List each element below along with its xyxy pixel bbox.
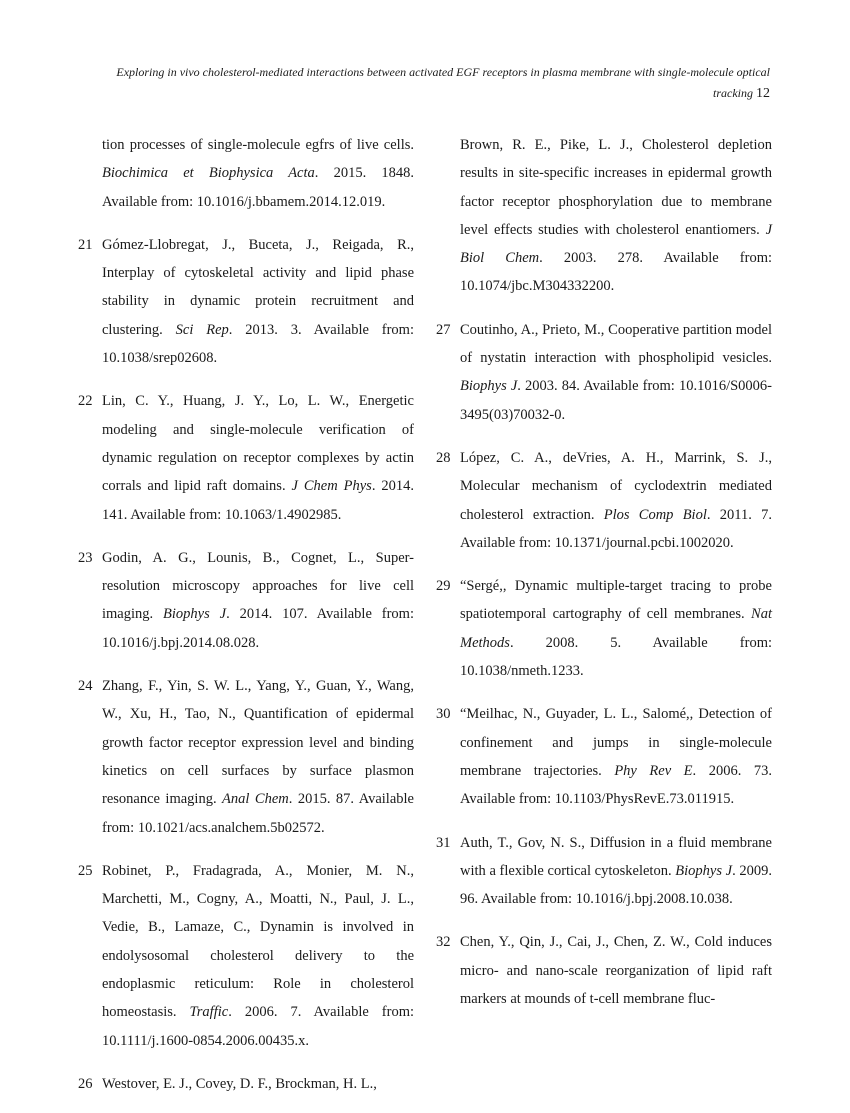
left-column	[78, 131, 414, 1113]
journal-name: Biochimica et Biophysica Acta	[102, 165, 315, 182]
journal-name: Biophys J	[460, 378, 518, 395]
reference-26: 26 Westover, E. J., Covey, D. F., Brockman, H. L.,	[78, 1070, 414, 1098]
running-header-title-cont: tracking 12	[713, 86, 770, 101]
journal-name: Sci Rep	[175, 321, 229, 338]
reference-31: 31 Auth, T., Gov, N. S., Diffusion in a fluid membrane with a flexible cortical cytoskeleton. Biophys J. 2009. 96. Available from: 10.1016/j.bpj.2008.10.038.	[436, 829, 772, 914]
reference-number: 28	[436, 449, 451, 466]
reference-number: 21	[78, 236, 93, 253]
reference-number: 30	[436, 706, 451, 723]
reference-29: 29 “Sergé,, Dynamic multiple-target tracing to probe spatiotemporal cartography of cell membranes. Nat Methods. 2008. 5. Available from: 10.1038/nmeth.1233.	[436, 572, 772, 685]
reference-number: 32	[436, 934, 451, 951]
reference-number: 29	[436, 578, 451, 595]
journal-name: Nat Methods	[460, 606, 772, 651]
reference-21: 21 Gómez-Llobregat, J., Buceta, J., Reigada, R., Interplay of cytoskeletal activity and lipid phase stability in dynamic protein recruitment and clustering. Sci Rep. 2013. 3. Available from: 10.1038/srep02608.	[78, 231, 414, 372]
reference-continuation: Brown, R. E., Pike, L. J., Cholesterol depletion results in site-specific increases in epidermal growth factor receptor phosphorylation due to membrane level effects studies with cholesterol enantiomers. J Biol Chem. 2003. 278. Available from: 10.1074/jbc.M304332200.	[460, 137, 773, 295]
journal-name: J Biol Chem	[460, 221, 772, 267]
journal-name: Traffic	[189, 1004, 229, 1021]
reference-number: 27	[436, 321, 451, 338]
reference-number: 23	[78, 549, 93, 566]
journal-name: J Chem Phys	[291, 478, 372, 495]
reference-23: 23 Godin, A. G., Lounis, B., Cognet, L., Super-resolution microscopy approaches for live cell imaging. Biophys J. 2014. 107. Available from: 10.1016/j.bpj.2014.08.028.	[78, 544, 414, 657]
reference-27: 27 Coutinho, A., Prieto, M., Cooperative partition model of nystatin interaction with phospholipid vesicles. Biophys J. 2003. 84. Available from: 10.1016/S0006-3495(03)70032-0.	[436, 316, 772, 429]
reference-28: 28 López, C. A., deVries, A. H., Marrink, S. J., Molecular mechanism of cyclodextrin mediated cholesterol extraction. Plos Comp Biol. 2011. 7. Available from: 10.1371/journal.pcbi.1002020.	[436, 444, 772, 557]
page-number: 12	[756, 86, 770, 101]
journal-name: Biophys J	[163, 606, 227, 623]
right-column	[436, 131, 772, 1028]
running-header-title: Exploring in vivo cholesterol-mediated interactions between activated EGF receptors in plasma membrane with single-molecule optical	[116, 65, 770, 79]
reference-number: 26	[78, 1075, 93, 1092]
reference-25: 25 Robinet, P., Fradagrada, A., Monier, M. N., Marchetti, M., Cogny, A., Moatti, N., Paul, J. L., Vedie, B., Lamaze, C., Dynamin is involved in endolysosomal cholesterol delivery to the endoplasmic reticulum: Role in cholesterol homeostasis. Traffic. 2006. 7. Available from: 10.1111/j.1600-0854.2006.00435.x.	[78, 857, 414, 1055]
reference-30: 30 “Meilhac, N., Guyader, L. L., Salomé,, Detection of confinement and jumps in single-molecule membrane trajectories. Phy Rev E. 2006. 73. Available from: 10.1103/PhysRevE.73.011915.	[436, 700, 772, 813]
journal-name: Biophys J	[675, 862, 733, 879]
reference-number: 24	[78, 678, 93, 695]
journal-name: Phy Rev E	[614, 762, 693, 779]
running-header	[90, 62, 770, 104]
reference-number: 22	[78, 393, 93, 410]
reference-number: 25	[78, 862, 93, 879]
reference-continuation: tion processes of single-molecule egfrs of live cells. Biochimica et Biophysica Acta. 2015. 1848. Available from: 10.1016/j.bbamem.2014.12.019.	[102, 137, 414, 210]
reference-32: 32 Chen, Y., Qin, J., Cai, J., Chen, Z. W., Cold induces micro- and nano-scale reorganization of lipid raft markers at mounds of t-cell membrane fluc-	[436, 928, 772, 1013]
reference-24: 24 Zhang, F., Yin, S. W. L., Yang, Y., Guan, Y., Wang, W., Xu, H., Tao, N., Quantification of epidermal growth factor receptor expression level and binding kinetics on cell surfaces by surface plasmon resonance imaging. Anal Chem. 2015. 87. Available from: 10.1021/acs.analchem.5b02572.	[78, 672, 414, 842]
reference-22: 22 Lin, C. Y., Huang, J. Y., Lo, L. W., Energetic modeling and single-molecule verification of dynamic regulation on receptor complexes by actin corrals and lipid raft domains. J Chem Phys. 2014. 141. Available from: 10.1063/1.4902985.	[78, 387, 414, 528]
journal-name: Plos Comp Biol	[603, 506, 707, 523]
reference-number: 31	[436, 834, 451, 851]
journal-name: Anal Chem	[222, 791, 289, 808]
